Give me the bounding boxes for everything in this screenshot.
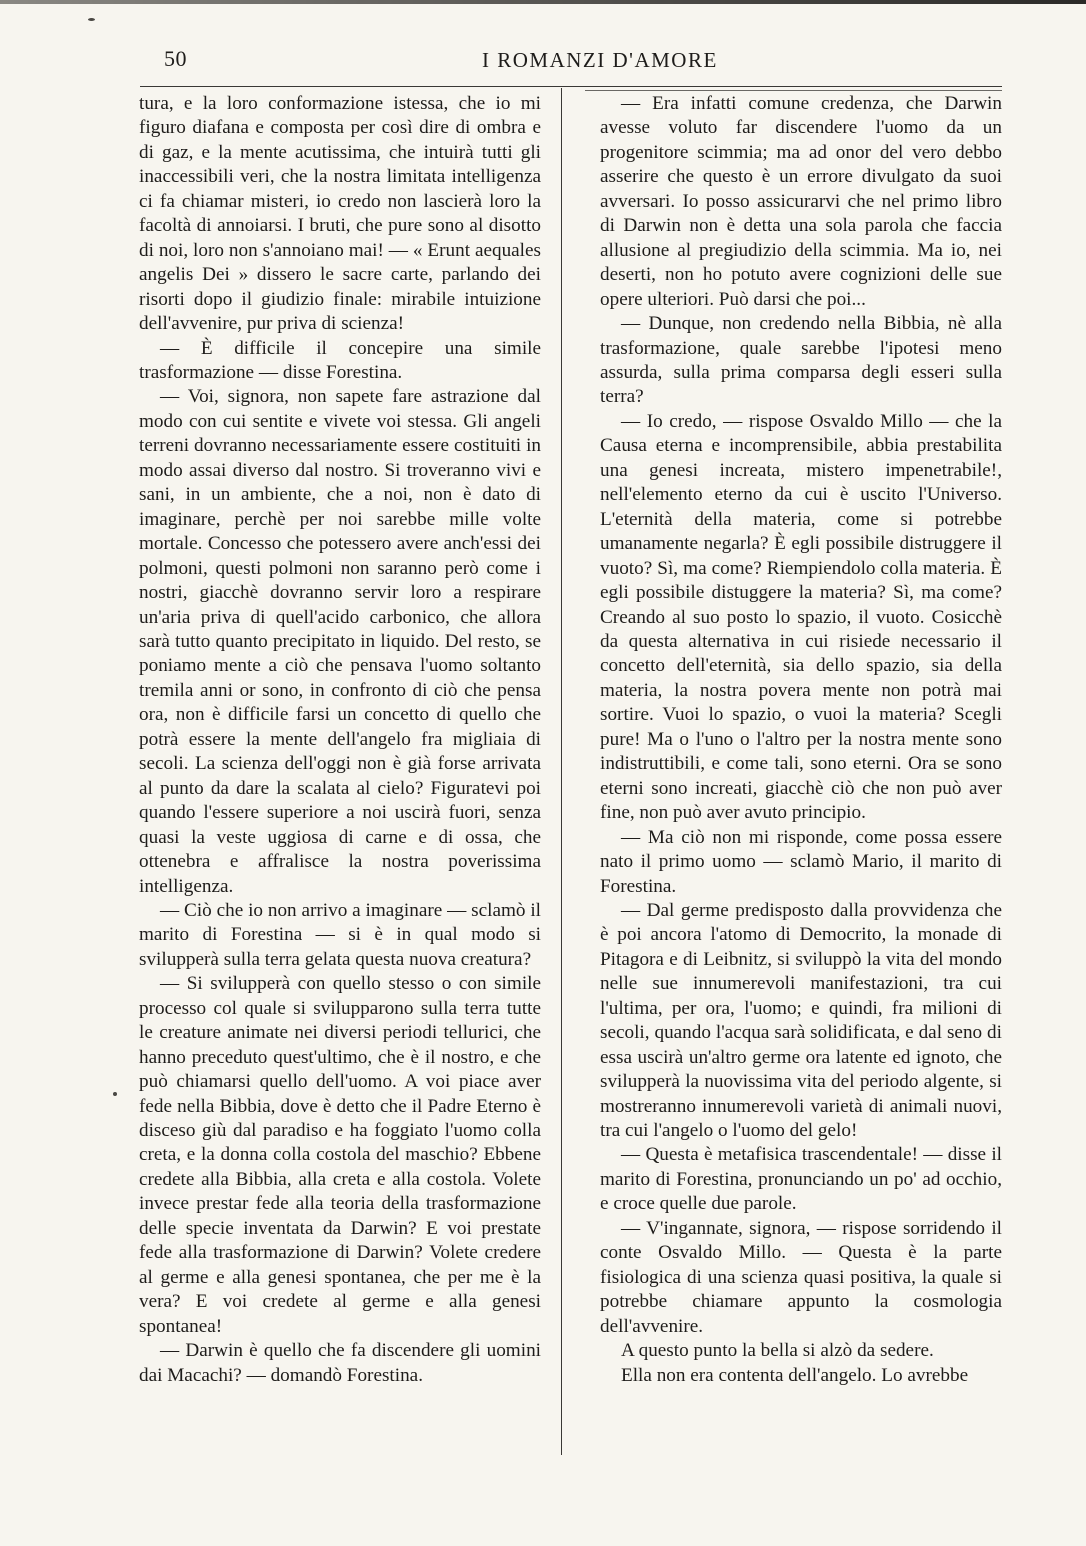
- paragraph: — V'ingannate, signora, — rispose sorridendo il conte Osvaldo Millo. — Questa è la parte fisiologica di una scienza quasi positiva, la quale si potrebbe chiamare appunto la cosmologia dell'avvenire.: [600, 1217, 1002, 1337]
- paragraph: — Era infatti comune credenza, che Darwin avesse voluto far discendere l'uomo da un progenitore scimmia; ma ad onor del vero debbo asserire che questo è un errore divulgato da suoi avversari. Io posso assicurarvi che nel primo libro di Darwin non è detta una sola parola che faccia allusione al pregiudizio della scimmia. Ma io, nei deserti, non ho potuto avere cognizioni delle sue opere ulteriori. Può darsi che poi...: [600, 93, 1002, 310]
- page-number: 50: [164, 46, 187, 71]
- paragraph: — Io credo, — rispose Osvaldo Millo — che la Causa eterna e incomprensibile, abbia prestabilita una genesi increata, mistero impenetrabile!, nell'elemento eterno da cui è uscito l'Universo. L'eternità della materia, come si potrebbe umanamente negarla? È egli possibile distruggere il vuoto? Sì, ma come? Riempiendolo colla materia. È egli possibile distuggere la materia? Sì, ma come? Creando al suo posto lo spazio, il vuoto. Cosicchè da questa alternativa in cui risiede necessario il concetto dell'eternità, sia dello spazio, sia della materia, la nostra povera mente non potrà mai sortire. Vuoi lo spazio, o vuoi la materia? Scegli pure! Ma o l'uno o l'altro per la nostra mente sono indistruttibili, e come tali, sono eterni. Ora se sono eterni sono increati, giacchè ciò che non può aver fine, non può aver avuto principio.: [600, 410, 1002, 824]
- paragraph: — Dunque, non credendo nella Bibbia, nè alla trasformazione, quale sarebbe l'ipotesi meno assurda, sulla prima comparsa degli esseri sulla terra?: [600, 313, 1002, 408]
- paragraph: — Darwin è quello che fa discendere gli uomini dai Macachi? — domandò Forestina.: [139, 1340, 541, 1386]
- paragraph: — Questa è metafisica trascendentale! — disse il marito di Forestina, pronunciando un po' ad occhio, e croce quelle due parole.: [600, 1144, 1002, 1215]
- page-header: [140, 42, 1002, 82]
- paragraph: — Ciò che io non arrivo a imaginare — sclamò il marito di Forestina — si è in qual modo si svilupperà sulla terra gelata questa nuova creatura?: [139, 899, 541, 970]
- paragraph: — Voi, signora, non sapete fare astrazione dal modo con cui sentite e vivete voi stessa. Gli angeli terreni dovranno necessariamente essere costituiti in modo assai diverso dal nostro. Si troveranno vivi e sani, in un ambiente, che a noi, non è dato di imaginare, perchè per noi sarebbe mille volte mortale. Concesso che potessero avere anch'essi dei polmoni, questi polmoni non saranno però come i nostri, giacchè dovranno servir loro a respirare un'aria priva di quell'acido carbonico, che allora sarà tutto quanto precipitato in liquido. Del resto, se poniamo mente a ciò che pensava l'uomo soltanto tremila anni or sono, in confronto di ciò che pensa ora, non è difficile farsi un concetto di quello che potrà essere la mente dell'angelo fra migliaia di secoli. La scienza dell'oggi non è già forse arrivata al punto da dare la scalata al cielo? Figuratevi poi quando l'essere superiore a noi uscirà fuori, senza quasi la veste uggiosa di carne e di ossa, che ottenebra e affralisce la nostra poverissima intelligenza.: [139, 386, 541, 897]
- header-rule-secondary: [585, 90, 1002, 91]
- paragraph: tura, e la loro conformazione istessa, che io mi figuro diafana e composta per così dire di ombra e di gaz, e la mente acutissima, che intuirà tutti gli inaccessibili veri, che la nostra limitata intelligenza ci fa chiamar misteri, io credo non lascierà loro la facoltà di annoiarsi. I bruti, che pure sono al disotto di noi, loro non s'annoiano mai! — « Erunt aequales angelis Dei » dissero le sacre carte, parlando dei risorti dopo il giudizio finale: mirabile intuizione dell'avvenire, pur priva di scienza!: [139, 93, 541, 335]
- paragraph: — È difficile il concepire una simile trasformazione — disse Forestina.: [139, 337, 541, 383]
- paragraph: Ella non era contenta dell'angelo. Lo avrebbe: [621, 1364, 969, 1386]
- running-title: I ROMANZI D'AMORE: [482, 48, 718, 72]
- scan-speck: [113, 1092, 117, 1096]
- paragraph: — Si svilupperà con quello stesso o con simile processo col quale si svilupparono sulla terra tutte le creature animate nei diversi periodi tellurici, che hanno preceduto quest'ultimo, che è il nostro, e che può chiamarsi quello dell'uomo. A voi piace aver fede nella Bibbia, dove è detto che il Padre Eterno è disceso giù dal paradiso e ha foggiato l'uomo colla creta, e la donna colla costola del maschio? Ebbene credete alla Bibbia, alla creta e alla costola. Volete invece prestar fede alla teoria della trasformazione delle specie inventata da Darwin? E voi prestate fede alla trasformazione di Darwin? Volete credere al germe e alla genesi spontanea, che per me è la vera? E voi credete al germe e alla genesi spontanea!: [139, 973, 541, 1337]
- paragraph: — Ma ciò non mi risponde, come possa essere nato il primo uomo — sclamò Mario, il marito di Forestina.: [600, 826, 1002, 897]
- header-rule: [140, 86, 1002, 87]
- scan-top-edge: [0, 0, 1086, 4]
- paragraph: — Dal germe predisposto dalla provvidenza che è poi ancora l'atomo di Democrito, la monade di Pitagora e di Leibnitz, si sviluppò la vita del mondo nelle sue innumerevoli manifestazioni, tra cui l'ultima, per ora, l'uomo; e quindi, fra milioni di secoli, quando l'acqua sarà solidificata, e dal seno di essa uscirà un'altro germe ora latente ed ignoto, che svilupperà la nuovissima vita del periodo algente, si mostreranno innumerevoli varietà di animali nuovi, tra cui l'angelo o l'uomo del gelo!: [600, 899, 1002, 1142]
- scan-speck: [88, 18, 95, 21]
- column-divider: [561, 88, 562, 1455]
- left-column: [139, 92, 541, 1388]
- right-column: [600, 92, 1002, 1388]
- paragraph: A questo punto la bella si alzò da sedere.: [621, 1340, 934, 1362]
